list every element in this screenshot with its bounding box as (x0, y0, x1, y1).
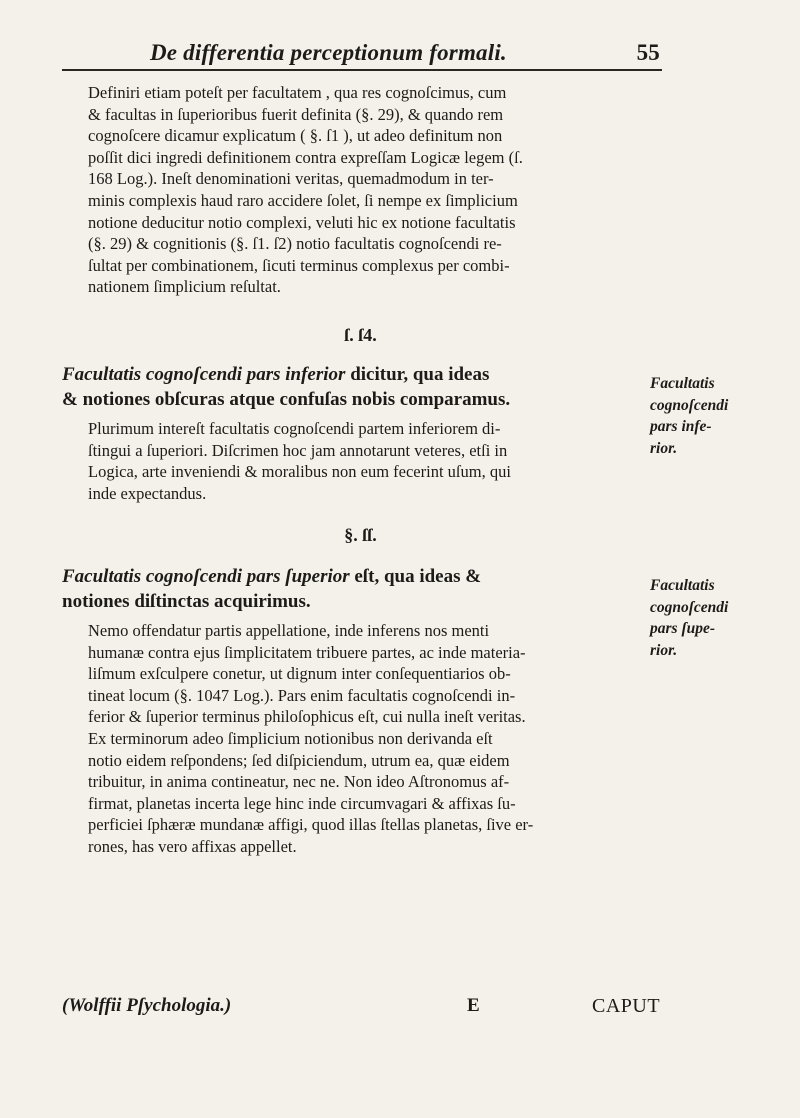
paragraph-55 (88, 620, 633, 858)
definition-text: eſt, qua ideas & (349, 566, 482, 587)
margin-line: Facultatis (650, 375, 715, 392)
running-header (150, 40, 660, 66)
text-line: rones, has vero affixas appellet. (88, 836, 297, 856)
text-line: (§. 29) & cognitionis (§. ſ1. ſ2) notio facultatis cognoſcendi re- (88, 234, 502, 254)
margin-line: cognoſcendi (650, 396, 729, 414)
text-line: inde expectandus. (88, 483, 207, 503)
margin-line: cognoſcendi (650, 598, 729, 616)
section-heading-55: §. ſſ. (344, 525, 377, 545)
section-heading-54: ſ. ſ4. (344, 325, 377, 345)
text-line: perficiei ſphæræ mundanæ affigi, quod illas ſtellas planetas, ſive er- (88, 815, 534, 835)
text-line: humanæ contra ejus ſimplicitatem tribuere partes, ac inde materia- (88, 642, 526, 662)
text-line: nationem ſimplicium reſultat. (88, 277, 281, 297)
text-line: tribuitur, in anima contineatur, nec ne. Non ideo Aſtronomus af- (88, 772, 510, 792)
margin-line: pars infe- (650, 418, 712, 436)
page-number: 55 (636, 40, 660, 65)
text-line: ſtingui a ſuperiori. Diſcrimen hoc jam annotarunt veteres, etſi in (88, 440, 508, 460)
signature-mark: E (467, 995, 480, 1016)
paragraph-54 (88, 418, 633, 504)
text-line: & facultas in ſuperioribus fuerit definita (§. 29), & quando rem (88, 104, 504, 124)
text-line: cognoſcere dicamur explicatum ( §. ſ1 ), ut adeo definitum non (88, 126, 503, 146)
text-line: Plurimum intereſt facultatis cognoſcendi partem inferiorem di- (88, 419, 501, 438)
text-line: ſultat per combinationem, ſicuti terminus complexus per combi- (88, 255, 510, 275)
definition-line (62, 564, 652, 589)
definition-54 (62, 362, 652, 412)
defined-term: Facultatis cognoſcendi pars inferior (62, 364, 346, 385)
margin-line: rior. (650, 439, 678, 457)
text-line: Ex terminorum adeo ſimplicium notionibus non derivanda eſt (88, 728, 493, 748)
signature-line: (Wolffii Pſychologia.) (62, 995, 232, 1016)
text-line: notione deducitur notio complexi, veluti hic ex notione facultatis (88, 212, 516, 232)
margin-line: Facultatis (650, 577, 715, 594)
margin-note-55 (650, 575, 785, 661)
margin-line: pars ſupe- (650, 620, 716, 638)
text-line: notio eidem reſpondens; ſed diſpiciendum, utrum ea, quæ eidem (88, 750, 510, 770)
header-rule (62, 69, 662, 71)
text-line: liſmum exſculpere conetur, ut dignum inter conſequentiarios ob- (88, 664, 511, 684)
text-line: minis complexis haud raro accidere ſolet, ſi nempe ex ſimplicium (88, 190, 518, 210)
definition-line (62, 362, 652, 387)
running-title: De differentia perceptionum formali. (150, 40, 507, 65)
text-line: 168 Log.). Ineſt denominationi veritas, quemadmodum in ter- (88, 169, 494, 189)
definition-line: & notiones obſcuras atque confuſas nobis comparamus. (62, 389, 511, 410)
definition-55 (62, 564, 652, 614)
defined-term: Facultatis cognoſcendi pars ſuperior (62, 566, 350, 587)
text-line: Logica, arte inveniendi & moralibus non eum fecerint uſum, qui (88, 462, 511, 482)
margin-note-54 (650, 373, 785, 459)
margin-line: rior. (650, 641, 678, 659)
definition-text: dicitur, qua ideas (345, 364, 490, 385)
text-line: poſſit dici ingredi definitionem contra expreſſam Logicæ legem (ſ. (88, 147, 523, 167)
text-line: Nemo offendatur partis appellatione, inde inferens nos menti (88, 621, 490, 640)
definition-line: notiones diſtinctas acquirimus. (62, 591, 311, 612)
paragraph-definition (88, 82, 633, 298)
catchword: CAPUT (592, 995, 661, 1017)
text-line: firmat, planetas incerta lege hinc inde circumvagari & affixas ſu- (88, 793, 516, 813)
text-line: ferior & ſuperior terminus philoſophicus eſt, cui nulla ineſt veritas. (88, 707, 526, 727)
text-line: tineat locum (§. 1047 Log.). Pars enim facultatis cognoſcendi in- (88, 685, 516, 705)
text-line: Definiri etiam poteſt per facultatem , qua res cognoſcimus, cum (88, 83, 507, 102)
